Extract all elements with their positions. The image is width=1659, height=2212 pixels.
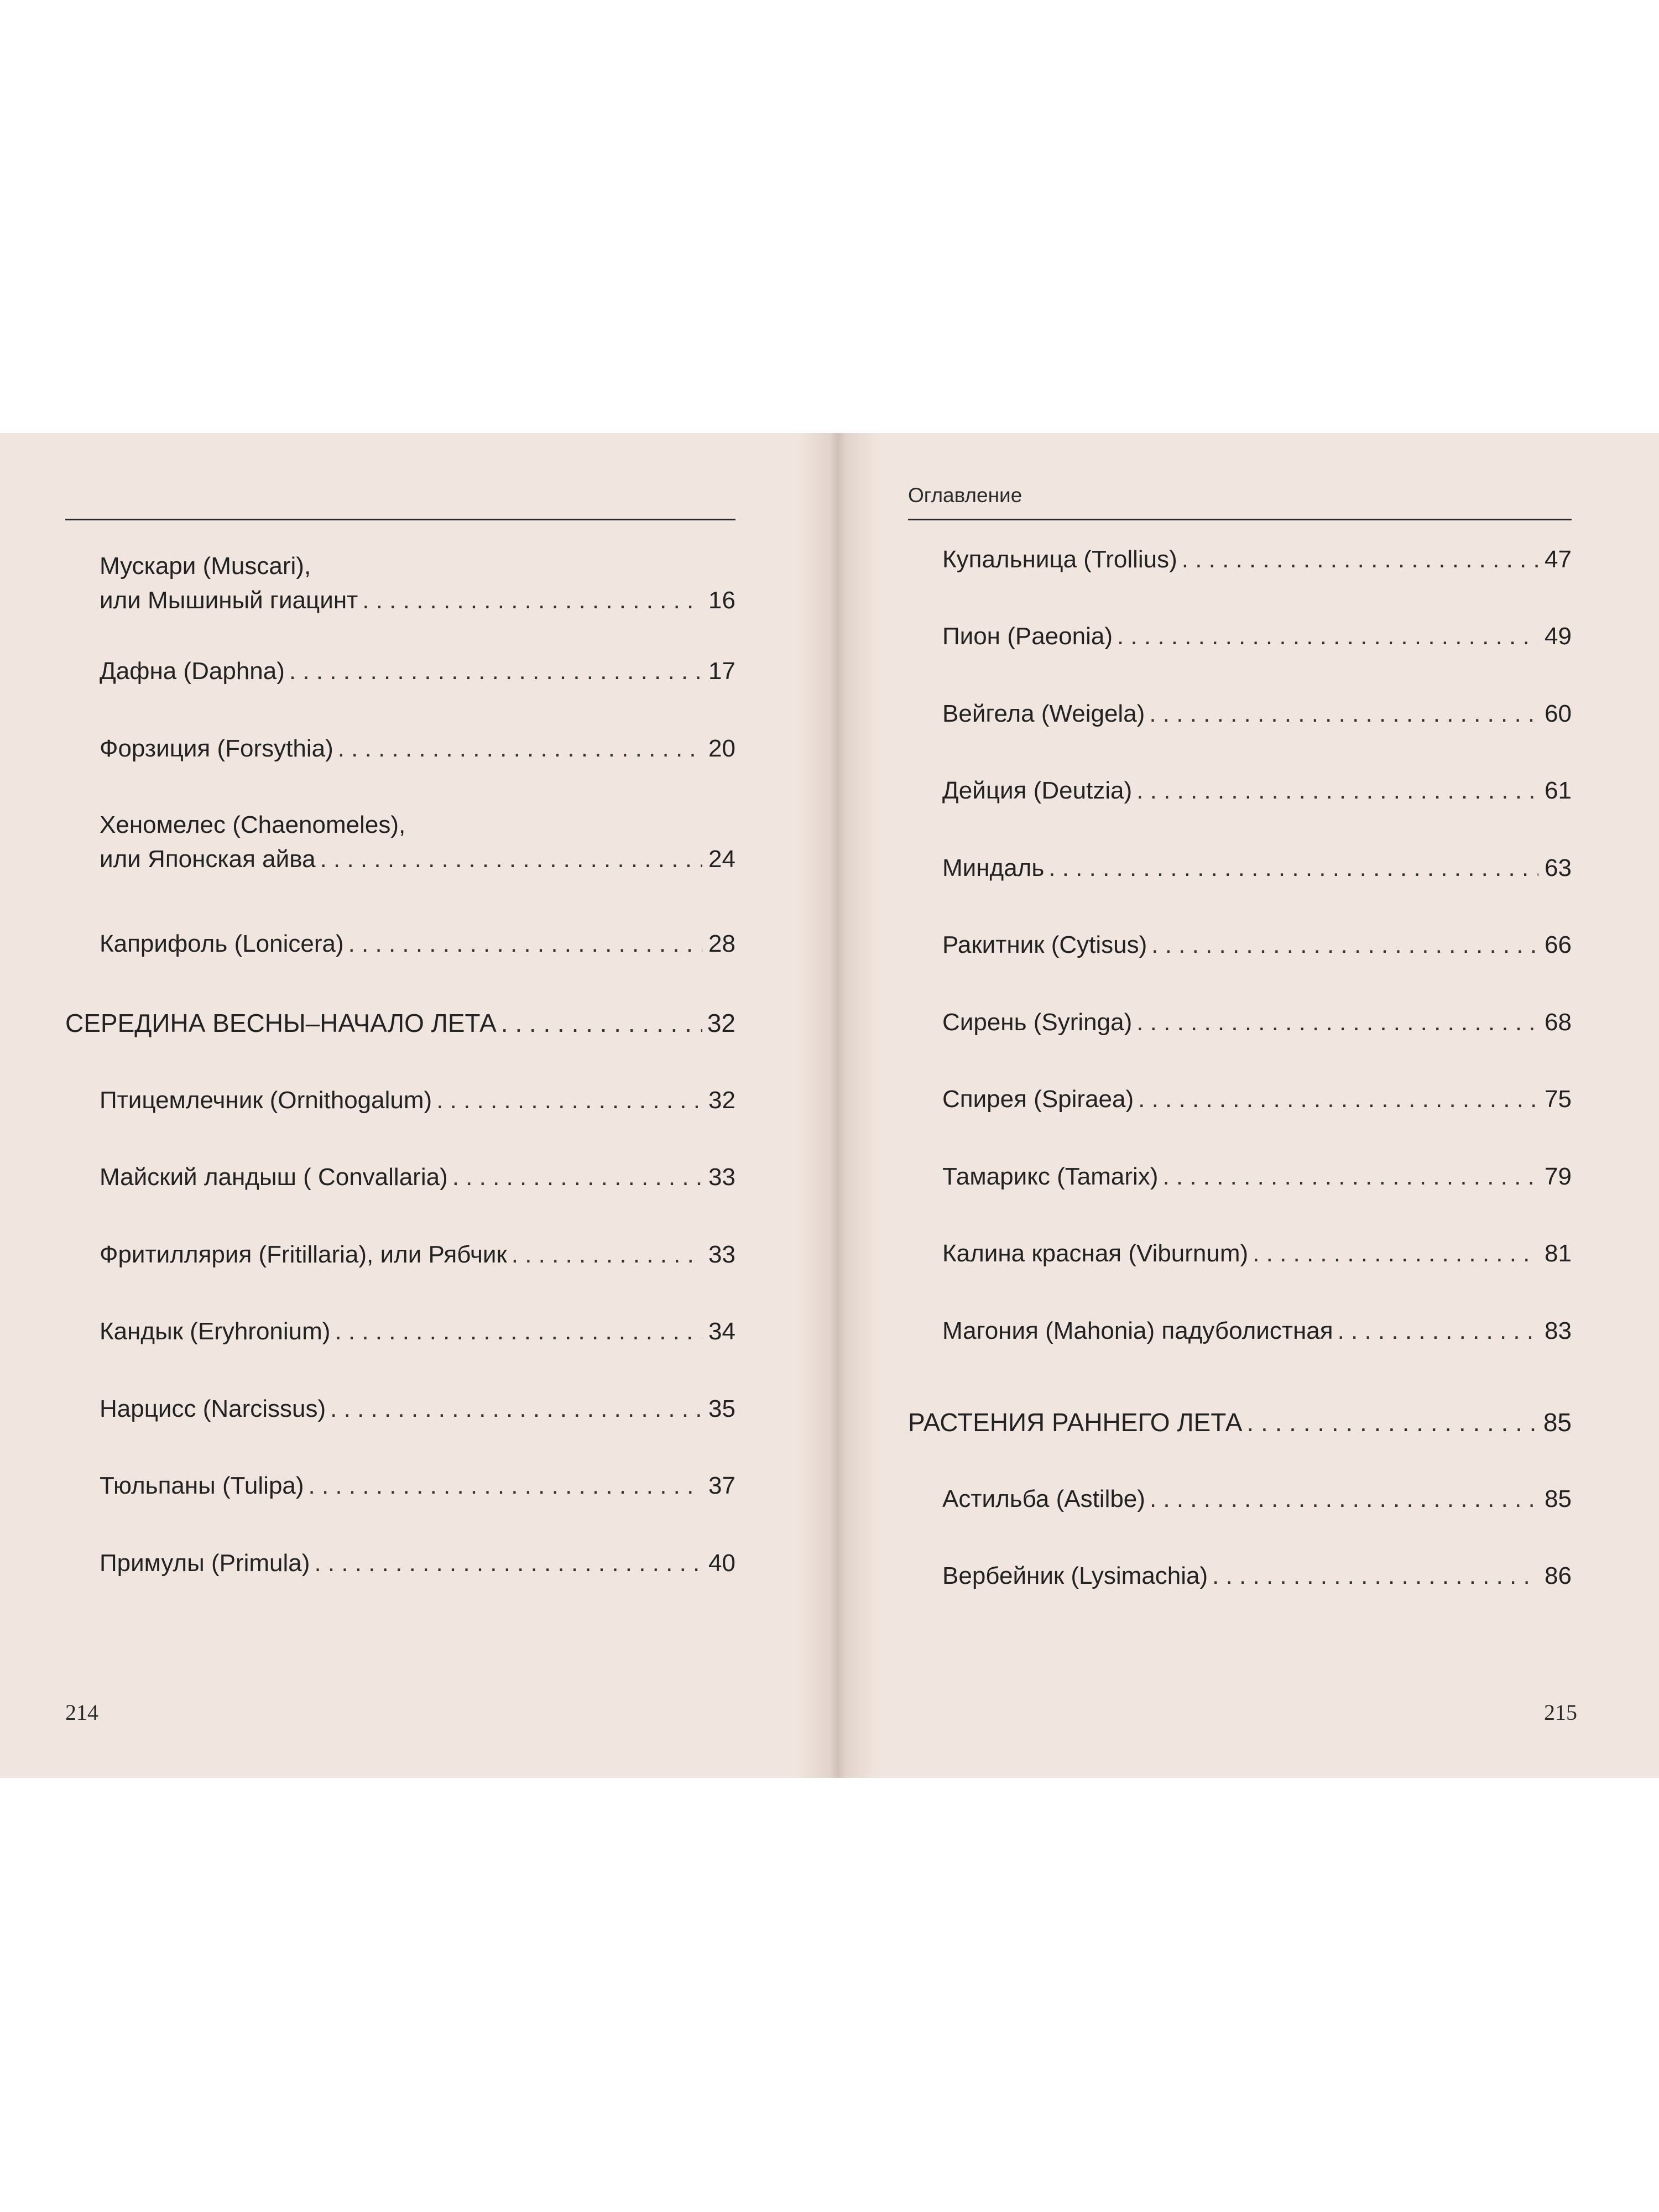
dot-leader	[1132, 774, 1538, 808]
right-page	[879, 433, 1659, 1778]
dot-leader	[1145, 697, 1538, 731]
dot-leader	[1177, 542, 1538, 577]
toc-entry	[908, 619, 1572, 654]
toc-entry-page: 63	[1545, 854, 1572, 881]
toc-entry-title-cont: или Мышиный гиацинт	[100, 587, 358, 614]
dot-leader	[304, 1469, 702, 1503]
toc-entry-page: 37	[708, 1472, 735, 1499]
toc-entry-page: 61	[1545, 777, 1572, 804]
dot-leader	[497, 1006, 702, 1040]
toc-entry	[908, 851, 1572, 885]
toc-entry	[908, 1082, 1572, 1117]
toc-entry-title-cont: или Японская айва	[100, 846, 316, 873]
running-head: Оглавление	[908, 484, 1022, 507]
toc-section-heading	[908, 1405, 1572, 1439]
dot-leader	[448, 1160, 702, 1194]
toc-entry-page: 75	[1545, 1086, 1572, 1113]
dot-leader	[1208, 1559, 1538, 1593]
toc-entry-page: 35	[708, 1395, 735, 1422]
toc-entry-title: Купальница (Trollius)	[942, 546, 1177, 573]
dot-leader	[344, 927, 702, 961]
toc-entry-title: Миндаль	[942, 854, 1045, 881]
toc-entry-title: Спирея (Spiraea)	[942, 1086, 1134, 1113]
dot-leader	[310, 1546, 702, 1580]
toc-entry-page: 83	[1545, 1317, 1572, 1344]
toc-section-heading	[65, 1006, 735, 1040]
dot-leader	[1044, 851, 1538, 885]
toc-entry-page: 86	[1545, 1562, 1572, 1589]
dot-leader	[1147, 928, 1538, 962]
toc-entry-page: 34	[708, 1318, 735, 1345]
toc-entry-page: 60	[1545, 700, 1572, 727]
toc-entry-title: Вербейник (Lysimachia)	[942, 1562, 1208, 1589]
toc-entry	[65, 549, 735, 618]
toc-entry	[908, 1160, 1572, 1194]
toc-entry-page: 33	[708, 1241, 735, 1268]
toc-entry-page: 66	[1545, 931, 1572, 958]
toc-entry-title: Ракитник (Cytisus)	[942, 931, 1147, 958]
toc-entry-title: Хеномелес (Chaenomeles),	[100, 811, 406, 838]
toc-entry	[65, 1160, 735, 1194]
dot-leader	[1158, 1160, 1538, 1194]
book-gutter	[796, 433, 879, 1778]
toc-entry	[65, 1469, 735, 1503]
toc-entry	[908, 1314, 1572, 1348]
toc-entry-title: Тамарикс (Tamarix)	[942, 1163, 1159, 1190]
toc-entry-page: 85	[1545, 1485, 1572, 1512]
dot-leader	[326, 1392, 702, 1426]
dot-leader	[432, 1083, 702, 1118]
dot-leader	[358, 583, 702, 618]
toc-entry	[65, 654, 735, 688]
toc-entry-page: 20	[708, 735, 735, 762]
toc-entry	[908, 1237, 1572, 1271]
toc-entry	[908, 1559, 1572, 1593]
toc-entry-title: Магония (Mahonia) падуболистная	[942, 1317, 1333, 1344]
dot-leader	[330, 1314, 702, 1349]
toc-entry-title: Сирень (Syringa)	[942, 1009, 1133, 1036]
dot-leader	[1145, 1482, 1538, 1516]
toc-entry-page: 24	[708, 846, 735, 873]
toc-entry-page: 40	[708, 1550, 735, 1577]
toc-entry	[908, 1482, 1572, 1516]
toc-section-title: СЕРЕДИНА ВЕСНЫ–НАЧАЛО ЛЕТА	[65, 1009, 497, 1037]
toc-entry	[65, 927, 735, 961]
header-rule	[65, 519, 735, 520]
toc-entry-page: 17	[708, 658, 735, 685]
toc-entry-title: Тюльпаны (Tulipa)	[100, 1472, 304, 1499]
toc-entry	[65, 1546, 735, 1580]
toc-entry-title: Вейгела (Weigela)	[942, 700, 1145, 727]
toc-entry-page: 49	[1545, 623, 1572, 650]
toc-entry-page: 79	[1545, 1163, 1572, 1190]
dot-leader	[1134, 1082, 1538, 1117]
toc-entry-title: Птицемлечник (Ornithogalum)	[100, 1087, 432, 1114]
header-rule	[908, 519, 1572, 520]
left-page	[0, 433, 796, 1778]
toc-entry	[65, 1083, 735, 1118]
dot-leader	[1242, 1405, 1538, 1439]
toc-entry-page: 32	[708, 1087, 735, 1114]
page-number: 214	[65, 1700, 98, 1725]
toc-entry-page: 33	[708, 1164, 735, 1191]
book-spread	[0, 433, 1659, 1778]
toc-entry-title: Калина красная (Viburnum)	[942, 1240, 1249, 1267]
toc-entry	[908, 697, 1572, 731]
toc-section-title: РАСТЕНИЯ РАННЕГО ЛЕТА	[908, 1408, 1243, 1437]
toc-entry	[65, 1392, 735, 1426]
toc-entry	[65, 808, 735, 877]
toc-entry-page: 68	[1545, 1009, 1572, 1036]
toc-entry-title: Форзиция (Forsythia)	[100, 735, 333, 762]
toc-entry	[65, 1238, 735, 1272]
dot-leader	[333, 732, 702, 766]
dot-leader	[285, 654, 702, 688]
toc-entry-title: Дейция (Deutzia)	[942, 777, 1133, 804]
toc-entry	[908, 1005, 1572, 1040]
toc-entry-title: Майский ландыш ( Convallaria)	[100, 1164, 448, 1191]
toc-entry-title: Каприфоль (Lonicera)	[100, 930, 344, 957]
dot-leader	[1248, 1237, 1538, 1271]
toc-entry-title: Нарцисс (Narcissus)	[100, 1395, 326, 1422]
toc-entry-page: 16	[708, 587, 735, 614]
toc-entry-title: Кандык (Eryhronium)	[100, 1318, 331, 1345]
toc-entry	[65, 1314, 735, 1349]
toc-entry-page: 28	[708, 930, 735, 957]
toc-entry-title: Примулы (Primula)	[100, 1550, 310, 1577]
toc-entry-page: 32	[707, 1009, 735, 1037]
dot-leader	[316, 842, 702, 877]
toc-entry-title: Пион (Paeonia)	[942, 623, 1113, 650]
toc-entry-title: Мускари (Muscari),	[100, 552, 311, 580]
toc-entry-page: 47	[1545, 546, 1572, 573]
page-number: 215	[1544, 1700, 1577, 1725]
toc-entry-page: 81	[1545, 1240, 1572, 1267]
dot-leader	[1132, 1005, 1538, 1040]
dot-leader	[507, 1238, 702, 1272]
toc-entry	[908, 774, 1572, 808]
toc-entry-title: Фритиллярия (Fritillaria), или Рябчик	[100, 1241, 507, 1268]
toc-entry-title: Астильба (Astilbe)	[942, 1485, 1145, 1512]
toc-entry	[65, 732, 735, 766]
dot-leader	[1333, 1314, 1538, 1348]
toc-entry-page: 85	[1543, 1408, 1572, 1437]
toc-entry	[908, 928, 1572, 962]
toc-entry	[908, 542, 1572, 577]
toc-entry-title: Дафна (Daphna)	[100, 658, 285, 685]
dot-leader	[1113, 619, 1538, 654]
